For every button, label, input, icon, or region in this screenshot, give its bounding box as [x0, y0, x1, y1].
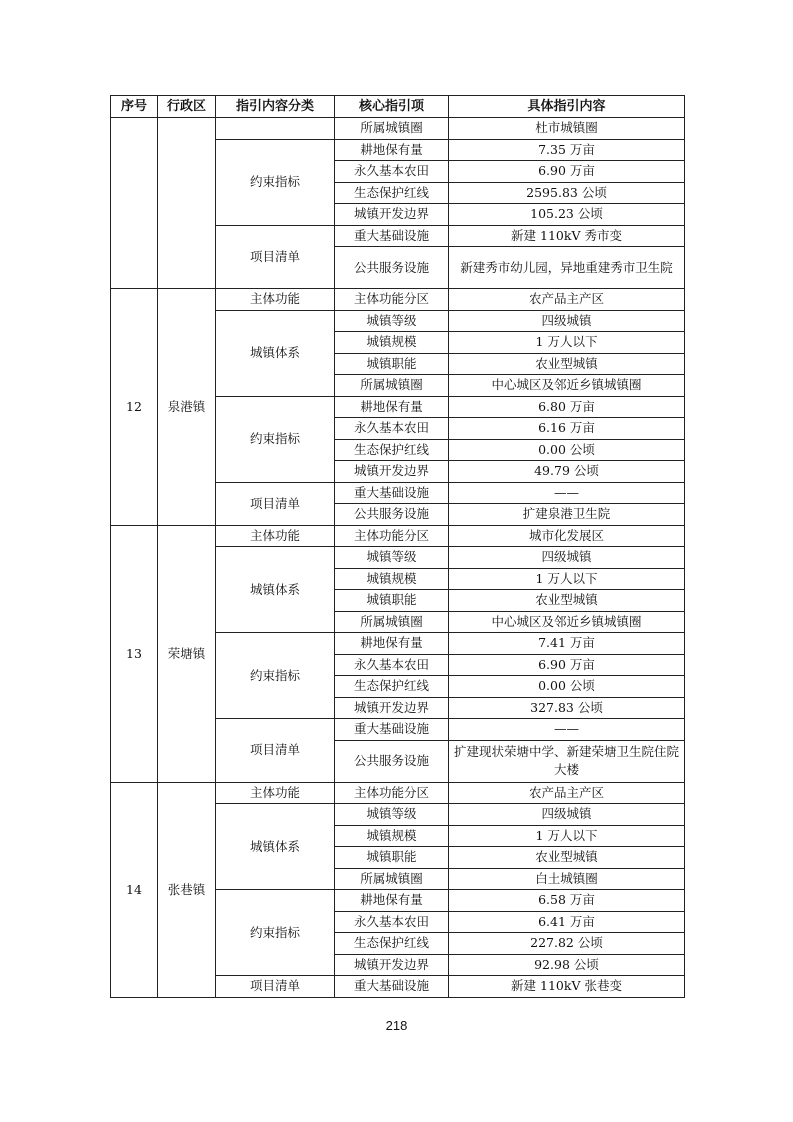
- core-item-cell: 城镇开发边界: [335, 204, 449, 226]
- content-cell: 227.82 公顷: [449, 933, 685, 955]
- content-cell: 四级城镇: [449, 804, 685, 826]
- category-cell: 城镇体系: [216, 547, 335, 633]
- core-item-cell: 所属城镇圈: [335, 868, 449, 890]
- table-row: [111, 289, 685, 311]
- header-category: 指引内容分类: [216, 96, 335, 118]
- core-item-cell: 重大基础设施: [335, 225, 449, 247]
- core-item-cell: 所属城镇圈: [335, 611, 449, 633]
- core-item-cell: 主体功能分区: [335, 289, 449, 311]
- core-item-cell: 永久基本农田: [335, 911, 449, 933]
- content-cell: 6.90 万亩: [449, 161, 685, 183]
- content-cell: 0.00 公顷: [449, 439, 685, 461]
- content-cell: 6.58 万亩: [449, 890, 685, 912]
- header-district: 行政区: [158, 96, 216, 118]
- content-cell: ——: [449, 482, 685, 504]
- core-item-cell: 生态保护红线: [335, 439, 449, 461]
- table-row: [111, 118, 685, 140]
- content-cell: 1 万人以下: [449, 332, 685, 354]
- content-cell: 7.35 万亩: [449, 139, 685, 161]
- core-item-cell: 耕地保有量: [335, 890, 449, 912]
- content-cell: 6.80 万亩: [449, 396, 685, 418]
- core-item-cell: 公共服务设施: [335, 504, 449, 526]
- core-item-cell: 城镇职能: [335, 847, 449, 869]
- table-header-row: [111, 96, 685, 118]
- category-cell: 约束指标: [216, 139, 335, 225]
- core-item-cell: 城镇职能: [335, 590, 449, 612]
- table-row: [111, 782, 685, 804]
- category-cell: 城镇体系: [216, 804, 335, 890]
- category-cell: [216, 118, 335, 140]
- category-cell: 项目清单: [216, 482, 335, 525]
- core-item-cell: 重大基础设施: [335, 482, 449, 504]
- header-content: 具体指引内容: [449, 96, 685, 118]
- content-cell: 农产品主产区: [449, 782, 685, 804]
- core-item-cell: 主体功能分区: [335, 525, 449, 547]
- category-cell: 约束指标: [216, 633, 335, 719]
- content-cell: 白土城镇圈: [449, 868, 685, 890]
- core-item-cell: 城镇职能: [335, 353, 449, 375]
- page-number: 218: [385, 1018, 408, 1033]
- content-cell: 农业型城镇: [449, 353, 685, 375]
- table-row: [111, 525, 685, 547]
- core-item-cell: 城镇规模: [335, 568, 449, 590]
- content-cell: 农产品主产区: [449, 289, 685, 311]
- core-item-cell: 耕地保有量: [335, 396, 449, 418]
- core-item-cell: 永久基本农田: [335, 418, 449, 440]
- core-item-cell: 所属城镇圈: [335, 118, 449, 140]
- content-cell: 中心城区及邻近乡镇城镇圈: [449, 375, 685, 397]
- content-cell: 327.83 公顷: [449, 697, 685, 719]
- content-cell: 城市化发展区: [449, 525, 685, 547]
- content-cell: 0.00 公顷: [449, 676, 685, 698]
- district-cell: 张巷镇: [158, 782, 216, 997]
- district-cell: 荣塘镇: [158, 525, 216, 782]
- content-cell: 1 万人以下: [449, 568, 685, 590]
- content-cell: 6.16 万亩: [449, 418, 685, 440]
- core-item-cell: 公共服务设施: [335, 247, 449, 289]
- core-item-cell: 公共服务设施: [335, 740, 449, 782]
- header-seq: 序号: [111, 96, 158, 118]
- content-cell: 7.41 万亩: [449, 633, 685, 655]
- core-item-cell: 城镇开发边界: [335, 954, 449, 976]
- content-cell: 新建 110kV 秀市变: [449, 225, 685, 247]
- seq-cell: [111, 118, 158, 289]
- category-cell: 主体功能: [216, 525, 335, 547]
- core-item-cell: 重大基础设施: [335, 719, 449, 741]
- core-item-cell: 所属城镇圈: [335, 375, 449, 397]
- content-cell: 49.79 公顷: [449, 461, 685, 483]
- category-cell: 约束指标: [216, 396, 335, 482]
- content-cell: 扩建泉港卫生院: [449, 504, 685, 526]
- content-cell: 1 万人以下: [449, 825, 685, 847]
- content-cell: 105.23 公顷: [449, 204, 685, 226]
- core-item-cell: 城镇规模: [335, 332, 449, 354]
- category-cell: 主体功能: [216, 782, 335, 804]
- content-cell: ——: [449, 719, 685, 741]
- category-cell: 项目清单: [216, 225, 335, 289]
- header-core-item: 核心指引项: [335, 96, 449, 118]
- core-item-cell: 生态保护红线: [335, 182, 449, 204]
- content-cell: 2595.83 公顷: [449, 182, 685, 204]
- category-cell: 约束指标: [216, 890, 335, 976]
- category-cell: 城镇体系: [216, 310, 335, 396]
- content-cell: 四级城镇: [449, 547, 685, 569]
- seq-cell: 12: [111, 289, 158, 526]
- content-cell: 92.98 公顷: [449, 954, 685, 976]
- core-item-cell: 生态保护红线: [335, 933, 449, 955]
- core-item-cell: 永久基本农田: [335, 654, 449, 676]
- core-item-cell: 城镇等级: [335, 547, 449, 569]
- table-body: [111, 118, 685, 998]
- content-cell: 新建秀市幼儿园，异地重建秀市卫生院: [449, 247, 685, 289]
- core-item-cell: 城镇开发边界: [335, 697, 449, 719]
- content-cell: 四级城镇: [449, 310, 685, 332]
- district-cell: [158, 118, 216, 289]
- category-cell: 主体功能: [216, 289, 335, 311]
- content-cell: 中心城区及邻近乡镇城镇圈: [449, 611, 685, 633]
- district-cell: 泉港镇: [158, 289, 216, 526]
- category-cell: 项目清单: [216, 976, 335, 998]
- core-item-cell: 耕地保有量: [335, 139, 449, 161]
- content-cell: 杜市城镇圈: [449, 118, 685, 140]
- core-item-cell: 耕地保有量: [335, 633, 449, 655]
- content-cell: 6.90 万亩: [449, 654, 685, 676]
- guidance-table: [110, 95, 685, 998]
- core-item-cell: 生态保护红线: [335, 676, 449, 698]
- core-item-cell: 城镇等级: [335, 804, 449, 826]
- content-cell: 扩建现状荣塘中学、新建荣塘卫生院住院大楼: [449, 740, 685, 782]
- core-item-cell: 重大基础设施: [335, 976, 449, 998]
- core-item-cell: 永久基本农田: [335, 161, 449, 183]
- core-item-cell: 城镇等级: [335, 310, 449, 332]
- content-cell: 6.41 万亩: [449, 911, 685, 933]
- category-cell: 项目清单: [216, 719, 335, 783]
- seq-cell: 13: [111, 525, 158, 782]
- content-cell: 新建 110kV 张巷变: [449, 976, 685, 998]
- content-cell: 农业型城镇: [449, 847, 685, 869]
- core-item-cell: 城镇规模: [335, 825, 449, 847]
- core-item-cell: 城镇开发边界: [335, 461, 449, 483]
- seq-cell: 14: [111, 782, 158, 997]
- core-item-cell: 主体功能分区: [335, 782, 449, 804]
- content-cell: 农业型城镇: [449, 590, 685, 612]
